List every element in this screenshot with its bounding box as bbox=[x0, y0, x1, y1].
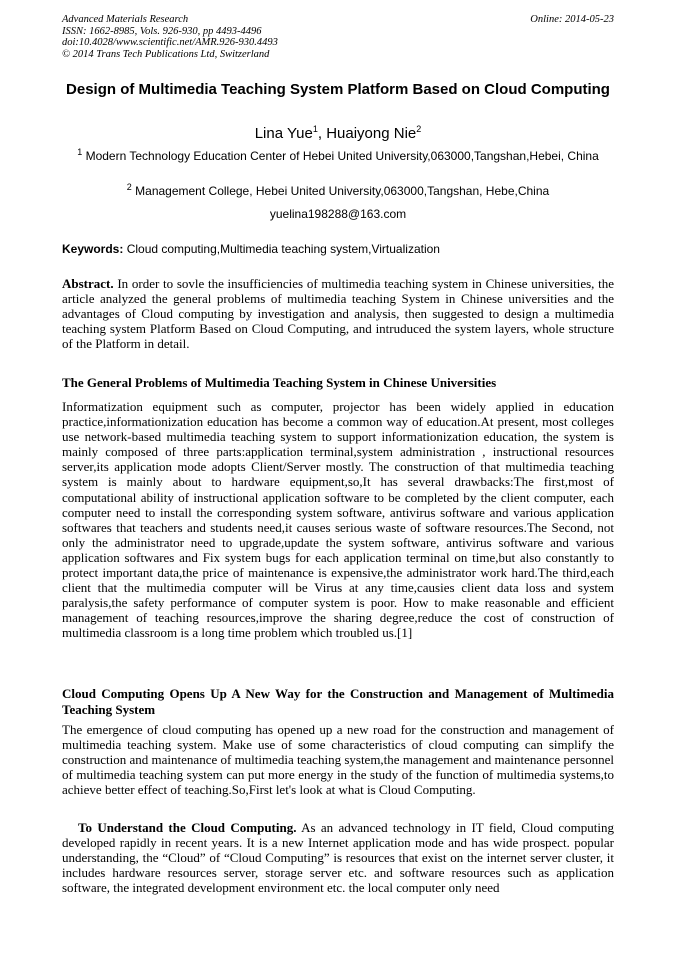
affiliation bbox=[62, 148, 614, 164]
author-name: Lina Yue bbox=[254, 125, 313, 142]
affiliation-superscript: 1 bbox=[77, 147, 83, 157]
keywords-label: Keywords: bbox=[62, 242, 124, 256]
section-paragraph bbox=[62, 820, 614, 895]
abstract bbox=[62, 276, 614, 351]
author-list bbox=[62, 124, 614, 143]
abstract-label: Abstract. bbox=[62, 276, 114, 291]
affiliation-text: Management College, Hebei United University,063000,Tangshan, Hebe,China bbox=[131, 184, 550, 198]
author-name: Huaiyong Nie bbox=[326, 125, 417, 142]
journal-copyright: © 2014 Trans Tech Publications Ltd, Switzerland bbox=[62, 48, 270, 60]
subsection-heading: To Understand the Cloud Computing. bbox=[78, 820, 297, 835]
author-superscript: 1 bbox=[312, 124, 318, 134]
journal-doi: doi:10.4028/www.scientific.net/AMR.926-930.4493 bbox=[62, 37, 278, 48]
author-email[interactable]: yuelina198288@163.com bbox=[269, 207, 407, 221]
affiliation-text: Modern Technology Education Center of Hebei United University,063000,Tangshan,Hebei, China bbox=[82, 149, 599, 163]
journal-name: Advanced Materials Research bbox=[62, 14, 189, 25]
abstract-text: In order to sovle the insufficiencies of multimedia teaching system in Chinese universities, the article analyzed the general problems of multimedia teaching System in Chinese universities and the advantages of Cloud computing by investigation and analysis, then suggested to design a multimedia teaching system Platform Based on Cloud Computing, and intruduced the system layers, whole structure of the Platform in detail. bbox=[62, 276, 614, 352]
subsection-text: As an advanced technology in IT field, Cloud computing developed rapidly in recent years. It is a new Internet application mode and has wide prospect. popular understanding, the “Cloud” of “Cloud Computing” is resources that exist on the internet server cluster, it includes hardware resources server, storage server etc. and software resources such as application software, the integrated development environment etc. the local computer only need bbox=[62, 820, 614, 896]
journal-issn: ISSN: 1662-8985, Vols. 926-930, pp 4493-4496 bbox=[62, 25, 262, 37]
online-date: Online: 2014-05-23 bbox=[530, 14, 614, 25]
section-heading: Cloud Computing Opens Up A New Way for the Construction and Management of Multimedia Teaching System bbox=[62, 686, 614, 717]
keywords-text: Cloud computing,Multimedia teaching system,Virtualization bbox=[123, 242, 440, 256]
author-separator: , bbox=[317, 125, 327, 142]
section-paragraph: Informatization equipment such as computer, projector has been widely applied in education practice,informationization education has become a common way of education.At present, most colleges use network-based multimedia teaching system to support informationization education, the system is mainly composed of three parts:application terminal,system administration , instructional resources server,its application mode adopts Client/Server mostly. The construction of that multimedia teaching system is mainly about to hardware equipment,so,It has several drawbacks:The first,most of computational ability of instructional application software to be completed by the client computer, each computer need to install the corresponding system software, antivirus software and various application softwares that teachers and students need,it causes serious waste of software resources.The Second, not only the administrator need to upgrade,update the system software, antivirus software and various application softwares and Fix system bugs for each application terminal on time,but also constantly to protect important data,the price of maintenance is expensive,the administrator work hard.The third,each client that the multimedia computer will be Virus at any time,causies client data loss and system paralysis,the safety performance of computer system is poor. How to make reasonable and efficient management of teaching resources,improve the sharing degree,reduce the cost of construction of multimedia classroom is a long time problem which troubled us.[1] bbox=[62, 399, 614, 641]
affiliation-superscript: 2 bbox=[126, 182, 132, 192]
journal-header bbox=[62, 14, 614, 60]
keywords bbox=[62, 241, 614, 257]
affiliation bbox=[62, 183, 614, 199]
section-heading: The General Problems of Multimedia Teaching System in Chinese Universities bbox=[62, 375, 497, 390]
paper-title: Design of Multimedia Teaching System Platform Based on Cloud Computing bbox=[66, 81, 610, 98]
author-superscript: 2 bbox=[416, 124, 422, 134]
section-paragraph: The emergence of cloud computing has opened up a new road for the construction and management of multimedia teaching system. Make use of some characteristics of cloud computing can simplify the construction and maintenance of multimedia teaching system,the management and maintenance personnel of multimedia teaching system can put more energy in the study of the function of multimedia systems,to achieve better effect of teaching.So,First let's look at what is Cloud Computing. bbox=[62, 722, 614, 798]
